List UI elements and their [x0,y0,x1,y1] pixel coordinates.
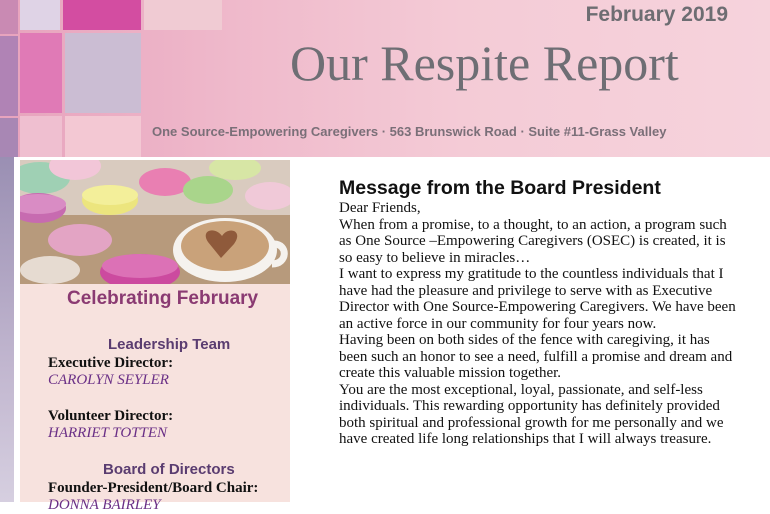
decorative-square [0,118,18,157]
board-heading: Board of Directors [103,461,235,478]
macarons-coffee-photo [20,160,290,284]
founder-role: Founder-President/Board Chair: [48,480,259,496]
masthead [0,0,770,157]
volunteer-director-name: HARRIET TOTTEN [48,425,168,441]
decorative-square [65,116,141,157]
organization-address: One Source-Empowering Caregivers · 563 Brunswick Road · Suite #11-Grass Valley [152,124,667,139]
article-paragraph: You are the most exceptional, loyal, passionate, and self-less individuals. This rewarding opportunity has definitely provided both spiritual and professional growth for me personally and we have created life long relationships that I will always treasure. [339,381,724,447]
decorative-square [63,0,141,30]
decorative-square [65,33,141,113]
article-greeting: Dear Friends, [339,200,421,216]
executive-director-name: CAROLYN SEYLER [48,372,169,388]
newsletter-title: Our Respite Report [290,35,679,91]
decorative-square [20,33,62,113]
decorative-square [144,0,222,30]
decorative-strip [0,157,14,502]
volunteer-director-role: Volunteer Director: [48,408,174,424]
decorative-square [0,36,18,116]
article-body [339,200,739,448]
sidebar-panel [20,284,290,513]
executive-director-role: Executive Director: [48,355,174,371]
leadership-heading: Leadership Team [108,336,231,353]
decorative-square [20,116,62,157]
president-message [339,176,739,448]
article-paragraph: When from a promise, to a thought, to an action, a program such as One Source –Empowering Caregivers (OSEC) is created, it is so easy to believe in miracles… [339,216,727,266]
article-paragraph: I want to express my gratitude to the countless individuals that I have had the pleasure and privilege to serve with as Executive Director with One Source-Empowering Caregivers. We have been an active force in our community for four years now. [339,266,736,332]
founder-name: DONNA BAIRLEY [48,497,161,513]
article-paragraph: Having been on both sides of the fence with caregiving, it has been such an honor to see a need, fulfill a promise and dream and create this valuable mission together. [339,332,733,381]
sidebar-title: Celebrating February [67,288,259,309]
decorative-square [20,0,60,30]
article-title: Message from the Board President [339,177,661,199]
photo-illustration [20,160,290,284]
issue-date: February 2019 [585,3,728,26]
decorative-square [0,0,18,34]
